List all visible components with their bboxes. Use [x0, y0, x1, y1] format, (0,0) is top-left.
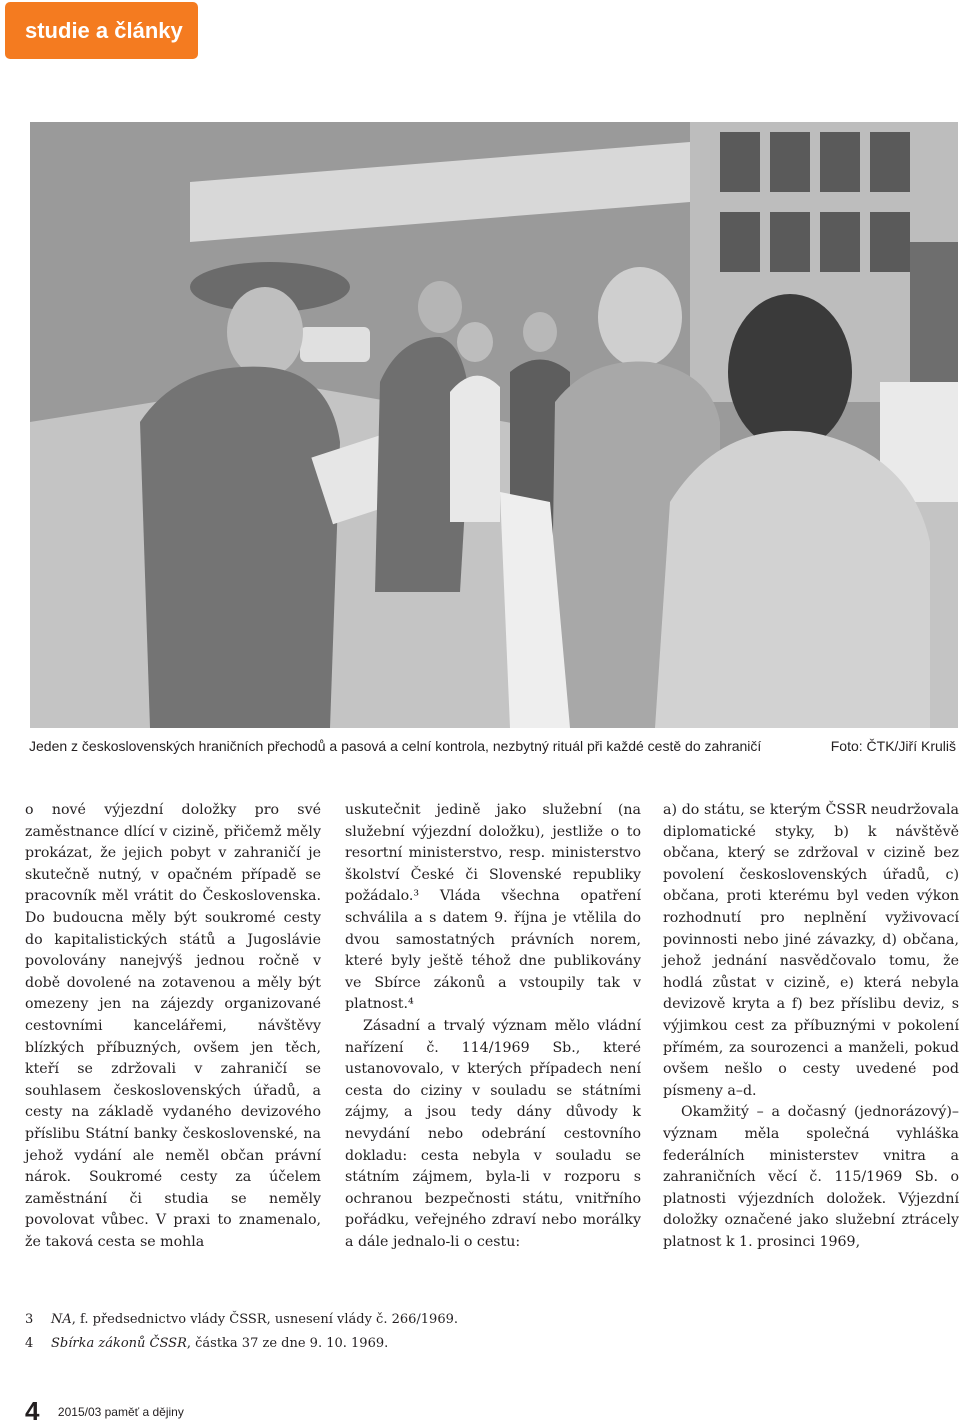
- page-footer: [25, 1396, 184, 1424]
- publication-name: 2015/03 paměť a dějiny: [57, 1404, 184, 1419]
- photo-credit: Foto: ČTK/Jiří Kruliš: [830, 738, 956, 754]
- footnote-source: NA: [51, 1312, 72, 1327]
- footnote: [25, 1308, 458, 1332]
- footnote-text: , částka 37 ze dne 9. 10. 1969.: [186, 1336, 389, 1351]
- footnote-text: , f. předsednictvo vlády ČSSR, usnesení vlády č. 266/1969.: [71, 1312, 458, 1327]
- border-crossing-photo: [30, 122, 958, 728]
- paragraph: uskutečnit jedině jako služební (na služební výjezdní doložku), jestliže o to resortní ministerstvo, resp. ministerstvo školství České či Slovenské republiky požádalo.³ Vláda všechna opatření schválila a s datem 9. října je vtělila do dvou samostatných právních norem, které byly ještě téhož dne publikovány ve Sbírce zákonů a vstoupily tak v platnost.⁴: [345, 802, 641, 1013]
- caption-text: Jeden z československých hraničních přechodů a pasová a celní kontrola, nezbytný rituál při každé cestě do zahraničí: [29, 738, 762, 754]
- photo-caption: [29, 736, 956, 756]
- section-tag: studie a články: [5, 2, 198, 59]
- footnote: [25, 1332, 458, 1356]
- paragraph: Zásadní a trvalý význam mělo vládní nařízení č. 114/1969 Sb., které ustanovovalo, v kterých případech není cesta do ciziny v souladu se státními zájmy, a jsou tedy dány důvody k nevydání nebo odebrání cestovního dokladu: cesta nebyla v souladu se státním zájmem, byla-li v rozporu s ochranou bezpečnosti státu, vnitřního pořádku, veřejného zdraví nebo morálky a dále jednalo-li o cestu:: [345, 1017, 641, 1250]
- footnotes: [25, 1308, 458, 1356]
- text-column-3: [663, 800, 959, 1253]
- paragraph: o nové výjezdní doložky pro své zaměstnance dlící v cizině, přičemž měly prokázat, že jejich pobyt v zahraničí je skutečně nutný, v opačném případě se pracovník měl vrátit do Československa. Do budoucna měly být soukromé cesty do kapitalistických států a Jugoslávie povolovány nanejvýš jednou ročně v době dovolené na zotavenou a měly být omezeny jen na zájezdy organizované cestovními kancelářemi, návštěvy blízkých příbuzných, ovšem jen těch, kteří se zdržovali v zahraničí se souhlasem československých úřadů, a cesty na základě vydaného devizového příslibu Státní banky československé, na jehož vydání ale neměl občan právní nárok. Soukromé cesty za účelem zaměstnání či studia se neměly povolovat vůbec. V praxi to znamenalo, že taková cesta se mohla: [25, 802, 321, 1250]
- paragraph: a) do státu, se kterým ČSSR neudržovala diplomatické styky, b) k návštěvě občana, který se zdržoval v cizině bez povolení československých úřadů, c) občana, proti kterému byl veden výkon rozhodnutí pro neplnění vyživovací povinnosti nebo jiné závazky, d) občana, jehož jednání nasvědčovalo tomu, že hodlá zůstat v cizině, e) která nebyla devizově kryta a f) bez příslibu deviz, s výjimkou cest za příbuznými v pokolení přímém, za sourozenci a manželi, pokud ovšem nešlo o cesty uvedené pod písmeny a–d.: [663, 802, 959, 1099]
- text-column-1: [25, 800, 321, 1253]
- footnote-number: 4: [25, 1336, 34, 1351]
- paragraph: Okamžitý – a dočasný (jednorázový)– význam měla společná vyhláška federálních ministerstev vnitra a zahraničních věcí č. 115/1969 Sb. o platnosti výjezdních doložek. Výjezdní doložky označené jako služební ztrácely platnost k 1. prosinci 1969,: [663, 1104, 959, 1250]
- text-column-2: [345, 800, 641, 1253]
- page-number: 4: [25, 1396, 40, 1426]
- footnote-number: 3: [25, 1312, 34, 1327]
- footnote-source: Sbírka zákonů ČSSR: [51, 1336, 187, 1351]
